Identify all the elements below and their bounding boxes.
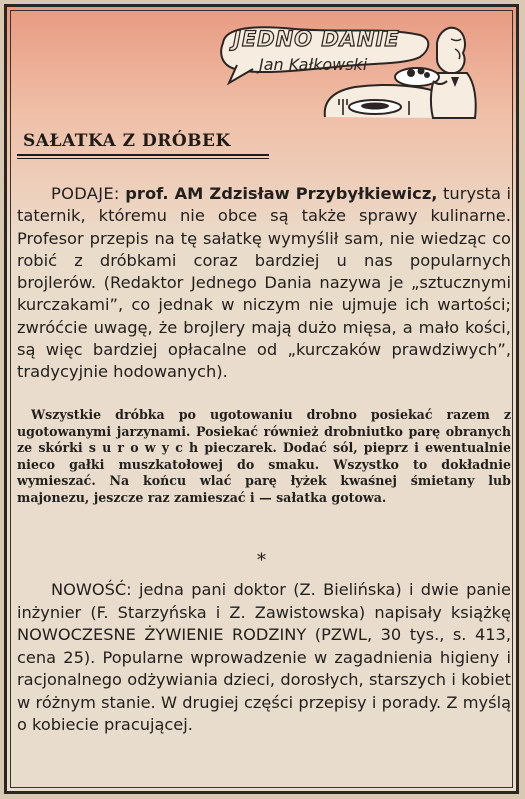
intro-lead: PODAJE: — [51, 184, 120, 203]
column-header-badge — [215, 21, 493, 119]
column-author: Jan Kałkowski — [259, 55, 368, 74]
intro-text: turysta i taternik, któremu nie obce są także sprawy kulinarne. Profesor przepis na tę sałatkę wymyślił sam, nie wiedząc co robić z dróbkami coraz bardziej u nas popularnych brojlerów. (Redaktor Jednego Dania nazywa je „sztucznymi kurczakami”, co jednak w niczym nie ujmuje ich wartości; zwróćcie uwagę, że brojlery mają dużo mięsa, a mało kości, są więc bardziej opłacalne od „kurczaków prawdziwych”, tradycyjnie hodowanych). — [17, 184, 511, 382]
news-paragraph — [17, 579, 511, 737]
intro-author: prof. AM Zdzisław Przybyłkiewicz, — [125, 184, 438, 203]
news-lead: NOWOŚĆ: — [51, 580, 132, 599]
title-underline-thin — [17, 158, 269, 159]
column-name: JEDNO DANIE — [233, 27, 400, 51]
recipe-instructions: Wszystkie dróbka po ugotowaniu drobno posiekać razem z ugotowanymi jarzynami. Posiekać również drobniutko parę obranych ze skórki s u r o w y c h pieczarek. Dodać sól, pieprz i ewentualnie nieco gałki muszkatołowej do smaku. Wszystko to dokładnie wymieszać. Na końcu wlać parę łyżek kwaśnej śmietany lub majonezu, jeszcze raz zamieszać i — sałatka gotowa. — [17, 407, 511, 505]
article-frame — [4, 4, 519, 794]
news-text: jedna pani doktor (Z. Bielińska) i dwie panie inżynier (F. Starzyńska i Z. Zawistowska) napisały książkę NOWOCZESNE ŻYWIENIE RODZINY (PZWL, 30 tys., s. 413, cena 25). Popularne wprowadzenie w zagadnienia higieny i racjonalnego odżywiania dzieci, dorosłych, starszych i kobiet w różnym stanie. W drugiej części przepisy i porady. Z myślą o kobiecie pracującej. — [17, 580, 511, 734]
title-underline — [17, 154, 269, 156]
intro-paragraph — [17, 183, 511, 384]
recipe-title: SAŁATKA Z DRÓBEK — [23, 131, 231, 151]
section-separator: * — [257, 550, 266, 571]
